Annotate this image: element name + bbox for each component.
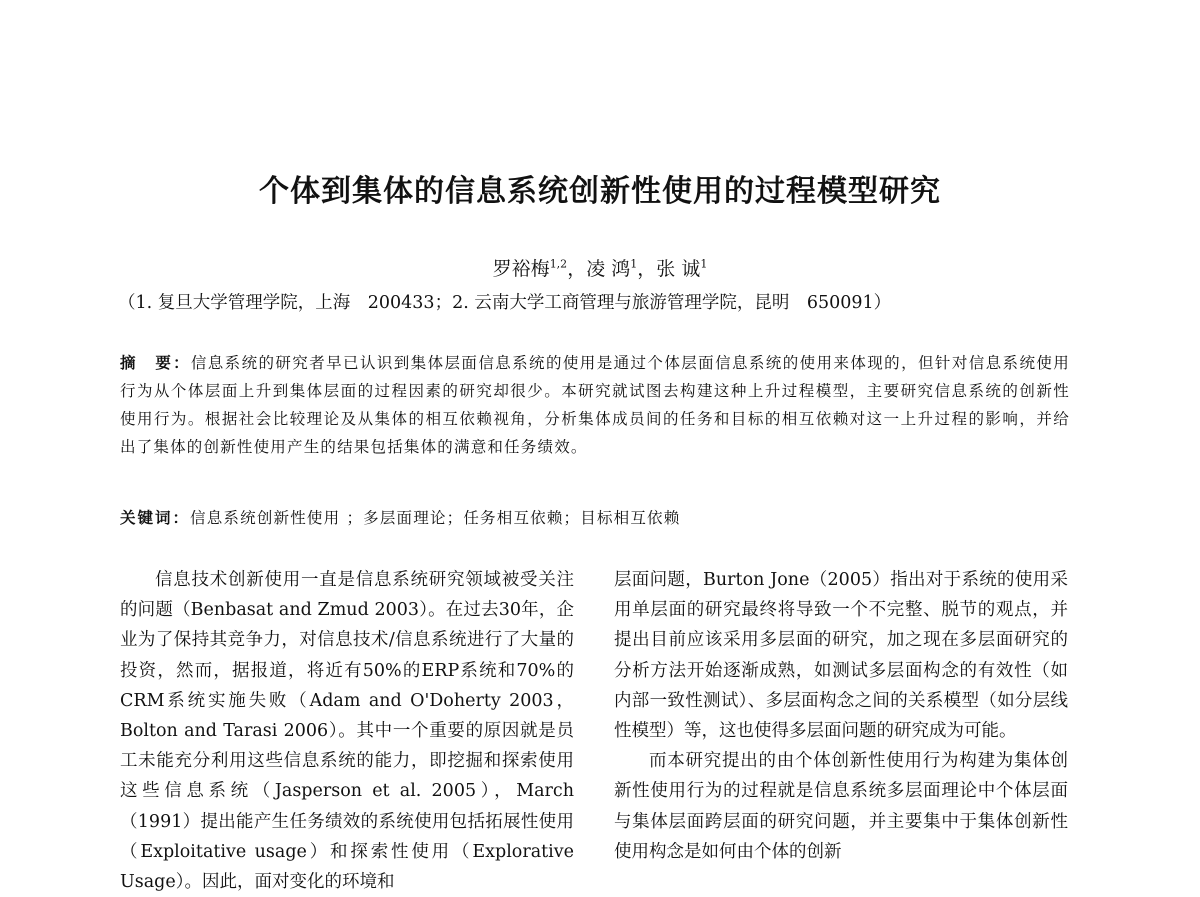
author-affiliation-mark: 1	[630, 257, 638, 271]
author-name: 张 诚	[656, 258, 701, 280]
body-column-left	[120, 565, 574, 897]
author-affiliation-mark: 1	[700, 257, 708, 271]
abstract-text: 信息系统的研究者早已认识到集体层面信息系统的使用是通过个体层面信息系统的使用来体现的，但针对信息系统使用行为从个体层面上升到集体层面的过程因素的研究却很少。本研究就试图去构建这种上升过程模型，主要研究信息系统的创新性使用行为。根据社会比较理论及从集体的相互依赖视角，分析集体成员间的任务和目标的相互依赖对这一上升过程的影响，并给出了集体的创新性使用产生的结果包括集体的满意和任务绩效。	[120, 354, 1070, 456]
keywords-text: 信息系统创新性使用 ；多层面理论；任务相互依赖；目标相互依赖	[190, 509, 681, 527]
body-column-right	[614, 565, 1068, 867]
body-paragraph: 层面问题，Burton Jone（2005）指出对于系统的使用采用单层面的研究最终将导致一个不完整、脱节的观点，并提出目前应该采用多层面的研究，加之现在多层面研究的分析方法开始逐渐成熟，如测试多层面构念的有效性（如内部一致性测试）、多层面构念之间的关系模型（如分层线性模型）等，这也使得多层面问题的研究成为可能。	[614, 570, 1068, 742]
paper-title: 个体到集体的信息系统创新性使用的过程模型研究	[259, 174, 941, 209]
author-affiliation-mark: 1,2	[549, 257, 568, 271]
author-name: 罗裕梅	[492, 258, 550, 280]
body-paragraph: 而本研究提出的由个体创新性使用行为构建为集体创新性使用行为的过程就是信息系统多层面理论中个体层面与集体层面跨层面的研究问题，并主要集中于集体创新性使用构念是如何由个体的创新	[614, 751, 1068, 862]
keywords-label: 关键词：	[120, 509, 191, 527]
abstract-label: 摘 要：	[120, 354, 191, 372]
abstract	[120, 349, 1070, 461]
author-separator: ，	[567, 258, 587, 280]
affiliations: （1. 复旦大学管理学院，上海 200433；2. 云南大学工商管理与旅游管理学院，昆明 650091）	[118, 293, 892, 313]
author-name: 凌 鸿	[586, 258, 631, 280]
keywords	[120, 506, 1070, 528]
author-line	[0, 254, 1200, 281]
author-separator: ，	[637, 258, 657, 280]
body-paragraph: 信息技术创新使用一直是信息系统研究领域被受关注的问题（Benbasat and Zmud 2003）。在过去30年，企业为了保持其竞争力，对信息技术/信息系统进行了大量的投资，然而，据报道，将近有50%的ERP系统和70%的CRM系统实施失败（Adam and O'Doherty 2003，Bolton and Tarasi 2006）。其中一个重要的原因就是员工未能充分利用这些信息系统的能力，即挖掘和探索使用这些信息系统（Jasperson et al. 2005），March（1991）提出能产生任务绩效的系统使用包括拓展性使用（Exploitative usage）和探索性使用（Explorative Usage）。因此，面对变化的环境和	[120, 570, 574, 893]
